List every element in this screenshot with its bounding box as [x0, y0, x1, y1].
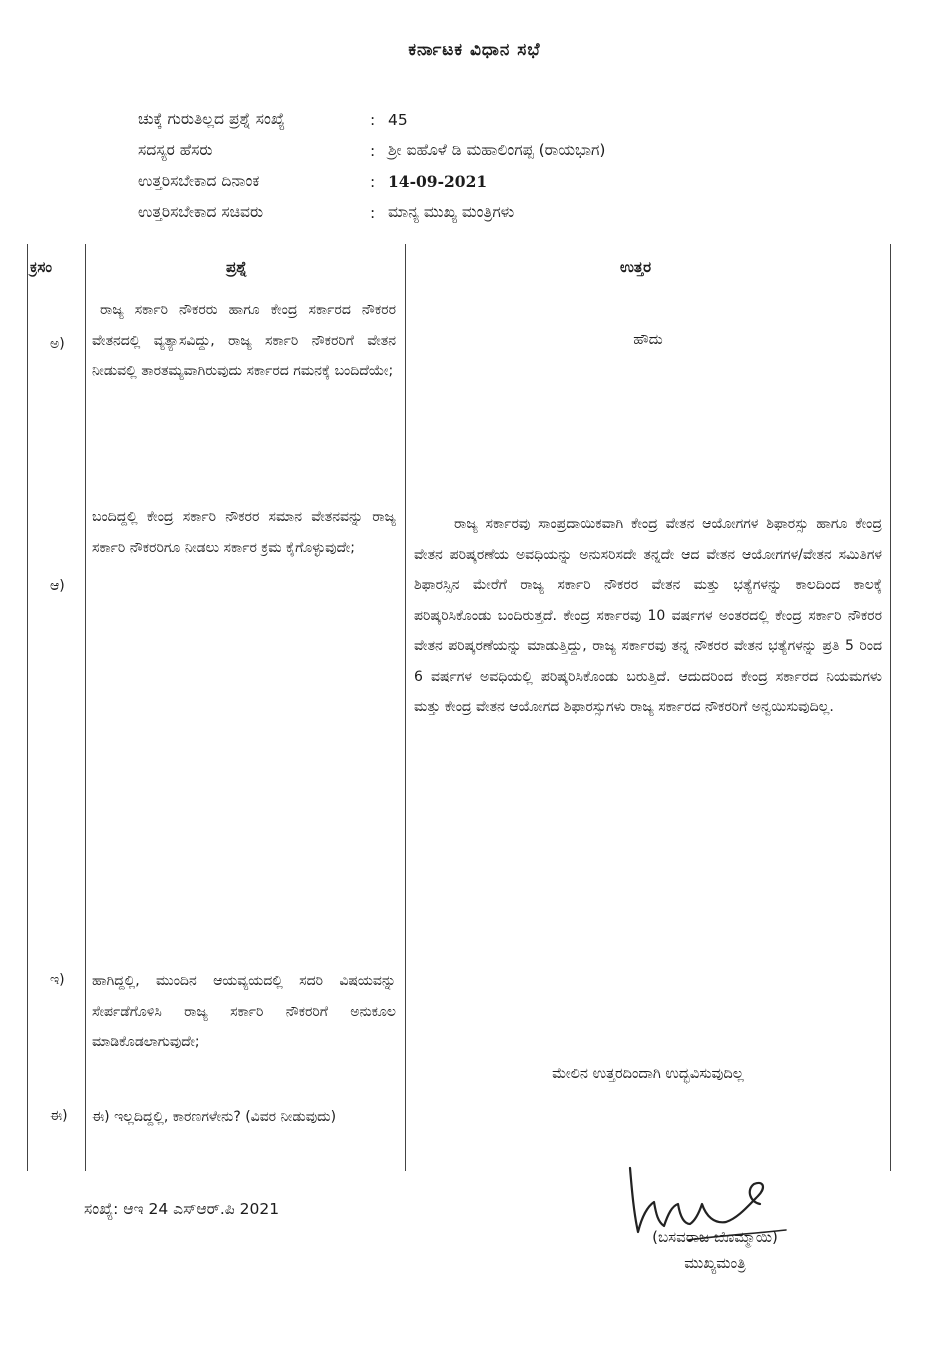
question-meta [138, 104, 605, 228]
row-number: ಆ) [50, 578, 65, 594]
row-number: ಈ) [50, 1108, 68, 1124]
meta-value: ಮಾನ್ಯ ಮುಖ್ಯ ಮಂತ್ರಿಗಳು [388, 203, 515, 221]
reference-number: ಸಂಖ್ಯೆ: ಆಇ 24 ಎಸ್‌ಆರ್‌.ಪಿ 2021 [84, 1200, 280, 1218]
question-text: ಈ) ಇಲ್ಲದಿದ್ದಲ್ಲಿ, ಕಾರಣಗಳೇನು? (ವಿವರ ನೀಡುವುದು) [92, 1109, 337, 1125]
meta-separator: : [370, 141, 376, 160]
signatory-name: (ಬಸವರಾಜ ಬೊಮ್ಮಾಯಿ) [652, 1228, 778, 1246]
question-text: ಬಂದಿದ್ದಲ್ಲಿ ಕೇಂದ್ರ ಸರ್ಕಾರಿ ನೌಕರರ ಸಮಾನ ವೇತನವನ್ನು ರಾಜ್ಯ ಸರ್ಕಾರಿ ನೌಕರರಿಗೂ ನೀಡಲು ಸರ್ಕಾರ ಕ್ರಮ ಕೈಗೊಳ್ಳುವುದೇ; [92, 509, 396, 556]
answer-text: ಹೌದು [633, 332, 663, 348]
row-number: ಅ) [50, 336, 65, 352]
meta-label: ಚುಕ್ಕೆ ಗುರುತಿಲ್ಲದ ಪ್ರಶ್ನೆ ಸಂಖ್ಯೆ [138, 110, 285, 128]
answer-paragraph: ರಾಜ್ಯ ಸರ್ಕಾರವು ಸಾಂಪ್ರದಾಯಿಕವಾಗಿ ಕೇಂದ್ರ ವೇತನ ಆಯೋಗಗಳ ಶಿಫಾರಸ್ಸು ಹಾಗೂ ಕೇಂದ್ರ ವೇತನ ಪರಿಷ್ಕರಣೆಯ ಅವಧಿಯನ್ನು ಅನುಸರಿಸದೇ ತನ್ನದೇ ಆದ ವೇತನ ಆಯೋಗಗಳ/ವೇತನ ಸಮಿತಿಗಳ ಶಿಫಾರಸ್ಸಿನ ಮೇರೆಗೆ ರಾಜ್ಯ ಸರ್ಕಾರಿ ನೌಕರರ ವೇತನ ಮತ್ತು ಭತ್ಯೆಗಳನ್ನು ಕಾಲದಿಂದ ಕಾಲಕ್ಕೆ ಪರಿಷ್ಕರಿಸಿಕೊಂಡು ಬಂದಿರುತ್ತದೆ. ಕೇಂದ್ರ ಸರ್ಕಾರವು 10 ವರ್ಷಗಳ ಅಂತರದಲ್ಲಿ ಕೇಂದ್ರ ಸರ್ಕಾರಿ ನೌಕರರ ವೇತನ ಪರಿಷ್ಕರಣೆಯನ್ನು ಮಾಡುತ್ತಿದ್ದು, ರಾಜ್ಯ ಸರ್ಕಾರವು ತನ್ನ ನೌಕರರ ವೇತನ ಭತ್ಯೆಗಳನ್ನು ಪ್ರತಿ 5 ರಿಂದ 6 ವರ್ಷಗಳ ಅವಧಿಯಲ್ಲಿ ಪರಿಷ್ಕರಿಸಿಕೊಂಡು ಬರುತ್ತಿದೆ. ಆದುದರಿಂದ ಕೇಂದ್ರ ಸರ್ಕಾರದ ನಿಯಮಗಳು ಮತ್ತು ಕೇಂದ್ರ ವೇತನ ಆಯೋಗದ ಶಿಫಾರಸ್ಸುಗಳು ರಾಜ್ಯ ಸರ್ಕಾರದ ನೌಕರರಿಗೆ ಅನ್ವಯಿಸುವುದಿಲ್ಲ. [414, 516, 882, 715]
meta-row-question-number [138, 104, 605, 135]
signatory-designation: ಮುಖ್ಯಮಂತ್ರಿ [684, 1254, 746, 1272]
table-border-left [27, 244, 28, 1171]
meta-separator: : [370, 172, 376, 191]
meta-row-minister [138, 197, 605, 228]
meta-row-answer-date [138, 166, 605, 197]
row-number: ಇ) [50, 972, 65, 988]
meta-label: ಉತ್ತರಿಸಬೇಕಾದ ಸಚಿವರು [138, 203, 264, 221]
meta-value: 14-09-2021 [388, 172, 488, 191]
page-title: ಕರ್ನಾಟಕ ವಿಧಾನ ಸಭೆ [408, 40, 541, 60]
answer-text: ಮೇಲಿನ ಉತ್ತರದಿಂದಾಗಿ ಉದ್ಭವಿಸುವುದಿಲ್ಲ [552, 1066, 744, 1082]
table-border-right [890, 244, 891, 1171]
meta-value: 45 [388, 110, 408, 129]
meta-label: ಸದಸ್ಯರ ಹೆಸರು [138, 141, 213, 159]
table-divider-serial [85, 244, 86, 1171]
question-text: ರಾಜ್ಯ ಸರ್ಕಾರಿ ನೌಕರರು ಹಾಗೂ ಕೇಂದ್ರ ಸರ್ಕಾರದ ನೌಕರರ ವೇತನದಲ್ಲಿ ವ್ಯತ್ಯಾಸವಿದ್ದು, ರಾಜ್ಯ ಸರ್ಕಾರಿ ನೌಕರರಿಗೆ ವೇತನ ನೀಡುವಲ್ಲಿ ತಾರತಮ್ಯವಾಗಿರುವುದು ಸರ್ಕಾರದ ಗಮನಕ್ಕೆ ಬಂದಿದೆಯೇ; [92, 302, 396, 379]
meta-row-member-name [138, 135, 605, 166]
column-header-serial: ಕ್ರಸಂ [30, 258, 52, 276]
meta-separator: : [370, 110, 376, 129]
meta-value: ಶ್ರೀ ಐಹೊಳೆ ಡಿ ಮಹಾಲಿಂಗಪ್ಪ (ರಾಯಭಾಗ) [388, 141, 606, 159]
table-divider-question [405, 244, 406, 1171]
question-text: ಹಾಗಿದ್ದಲ್ಲಿ, ಮುಂದಿನ ಆಯವ್ಯಯದಲ್ಲಿ ಸದರಿ ವಿಷಯವನ್ನು ಸೇರ್ಪಡೆಗೊಳಿಸಿ ರಾಜ್ಯ ಸರ್ಕಾರಿ ನೌಕರರಿಗೆ ಅನುಕೂಲ ಮಾಡಿಕೊಡಲಾಗುವುದೇ; [92, 973, 396, 1050]
column-header-answer: ಉತ್ತರ [620, 258, 652, 276]
meta-separator: : [370, 203, 376, 222]
meta-label: ಉತ್ತರಿಸಬೇಕಾದ ದಿನಾಂಕ [138, 172, 260, 190]
column-header-question: ಪ್ರಶ್ನೆ [226, 258, 248, 276]
